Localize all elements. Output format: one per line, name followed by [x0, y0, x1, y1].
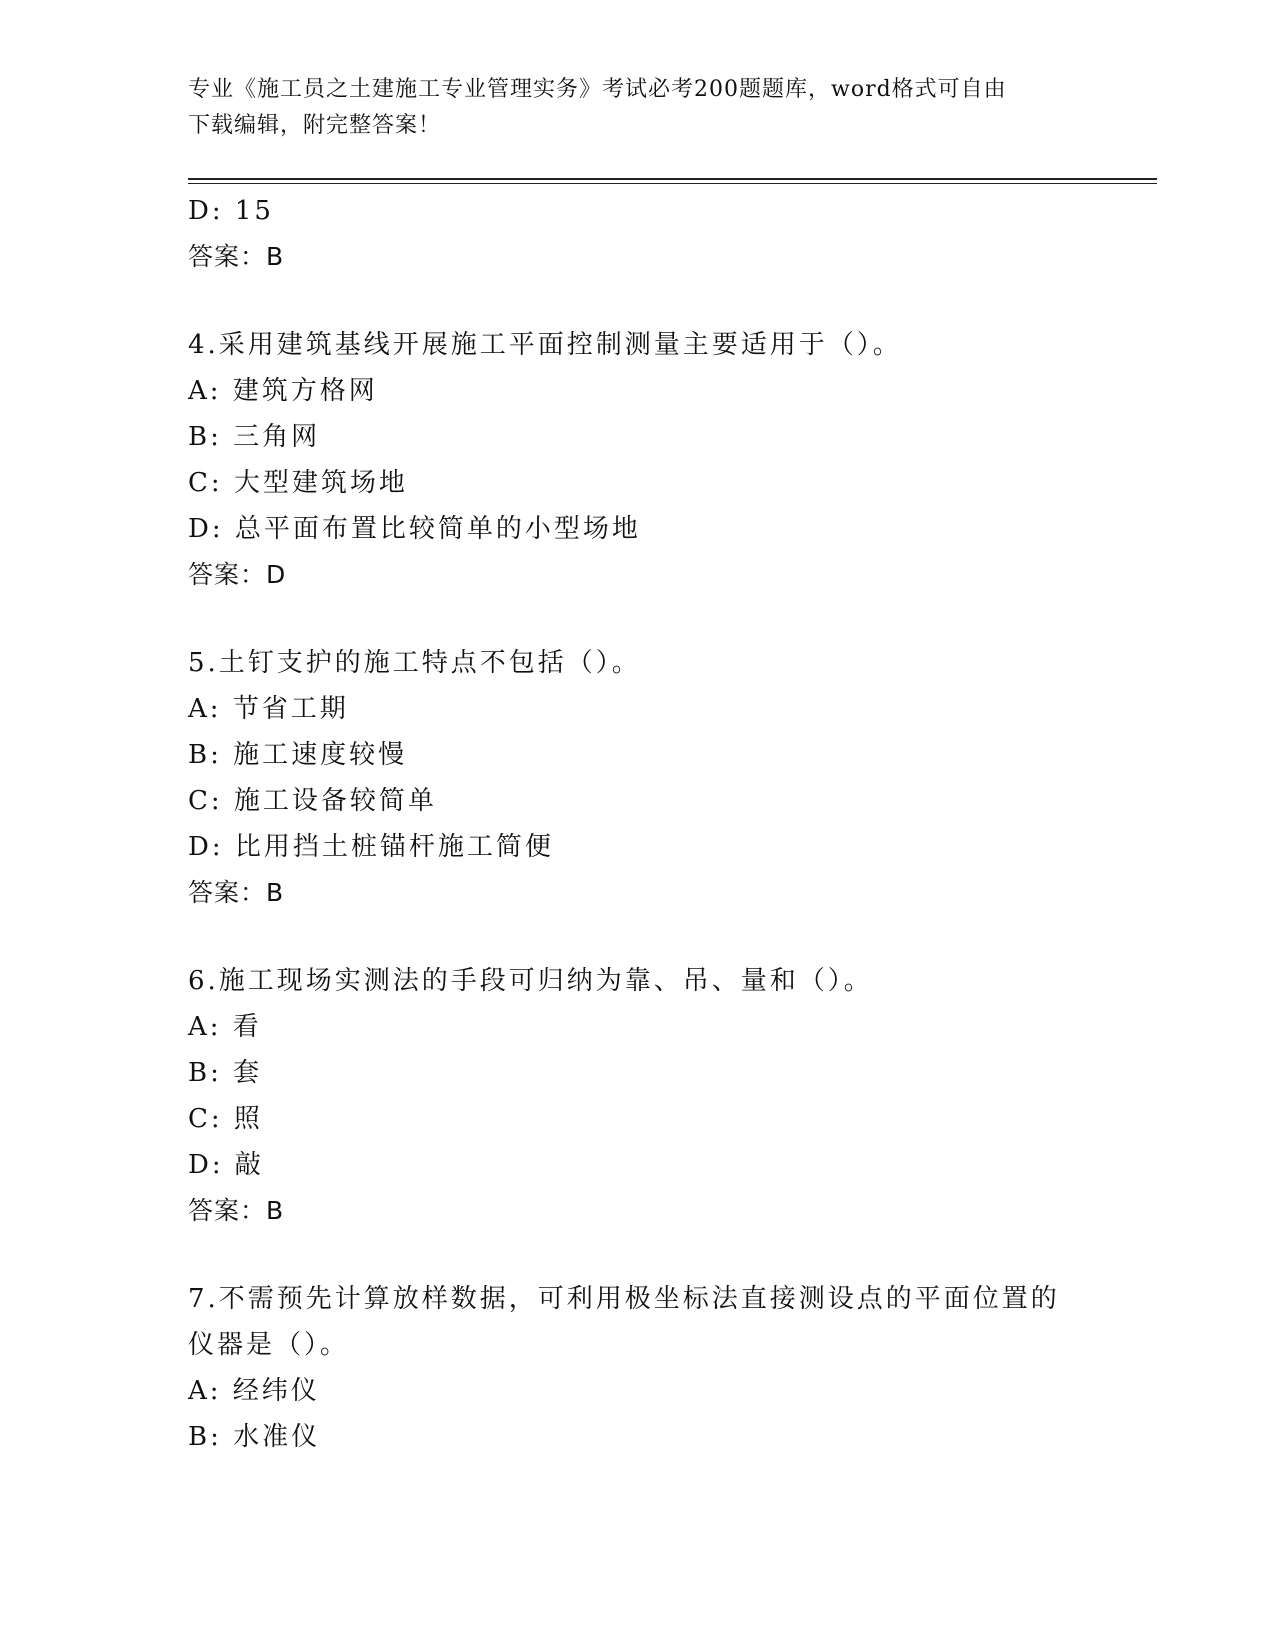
option-d: D: 总平面布置比较简单的小型场地 — [188, 514, 641, 544]
option-b: B: 施工速度较慢 — [188, 740, 408, 770]
option-a: A: 建筑方格网 — [188, 376, 378, 406]
option-b: B: 水准仪 — [188, 1422, 321, 1452]
previous-question-tail — [188, 188, 1088, 280]
header-divider-thin — [188, 183, 1157, 184]
header-title-line-2: 下载编辑，附完整答案！ — [188, 113, 442, 138]
option-a: A: 节省工期 — [188, 694, 349, 724]
option-d: D: 敲 — [188, 1150, 264, 1180]
answer-line: 答案：B — [188, 1196, 285, 1225]
question-5 — [188, 640, 1088, 916]
option-c: C: 大型建筑场地 — [188, 468, 408, 498]
option-a: A: 看 — [188, 1012, 262, 1042]
document-header — [188, 72, 1068, 144]
option-c: C: 施工设备较简单 — [188, 786, 437, 816]
option-a: A: 经纬仪 — [188, 1376, 320, 1406]
option-d: D: 15 — [188, 196, 274, 226]
question-6 — [188, 958, 1088, 1234]
option-d: D: 比用挡土桩锚杆施工简便 — [188, 832, 554, 862]
question-7 — [188, 1276, 1088, 1460]
option-c: C: 照 — [188, 1104, 263, 1134]
question-stem: 5.土钉支护的施工特点不包括（）。 — [188, 648, 641, 678]
option-b: B: 三角网 — [188, 422, 321, 452]
option-b: B: 套 — [188, 1058, 263, 1088]
answer-line: 答案：B — [188, 242, 285, 271]
header-title-line-1: 专业《施工员之土建施工专业管理实务》考试必考200题题库，word格式可自由 — [188, 77, 1007, 102]
question-stem: 4.采用建筑基线开展施工平面控制测量主要适用于（）。 — [188, 330, 902, 360]
question-stem: 6.施工现场实测法的手段可归纳为靠、吊、量和（）。 — [188, 966, 873, 996]
question-list — [188, 188, 1088, 1460]
header-divider-thick — [188, 178, 1157, 180]
answer-line: 答案：B — [188, 878, 285, 907]
question-stem-line-2: 仪器是（）。 — [188, 1330, 350, 1360]
question-stem-line-1: 7.不需预先计算放样数据，可利用极坐标法直接测设点的平面位置的 — [188, 1284, 1060, 1314]
answer-line: 答案：D — [188, 560, 287, 589]
question-4 — [188, 322, 1088, 598]
